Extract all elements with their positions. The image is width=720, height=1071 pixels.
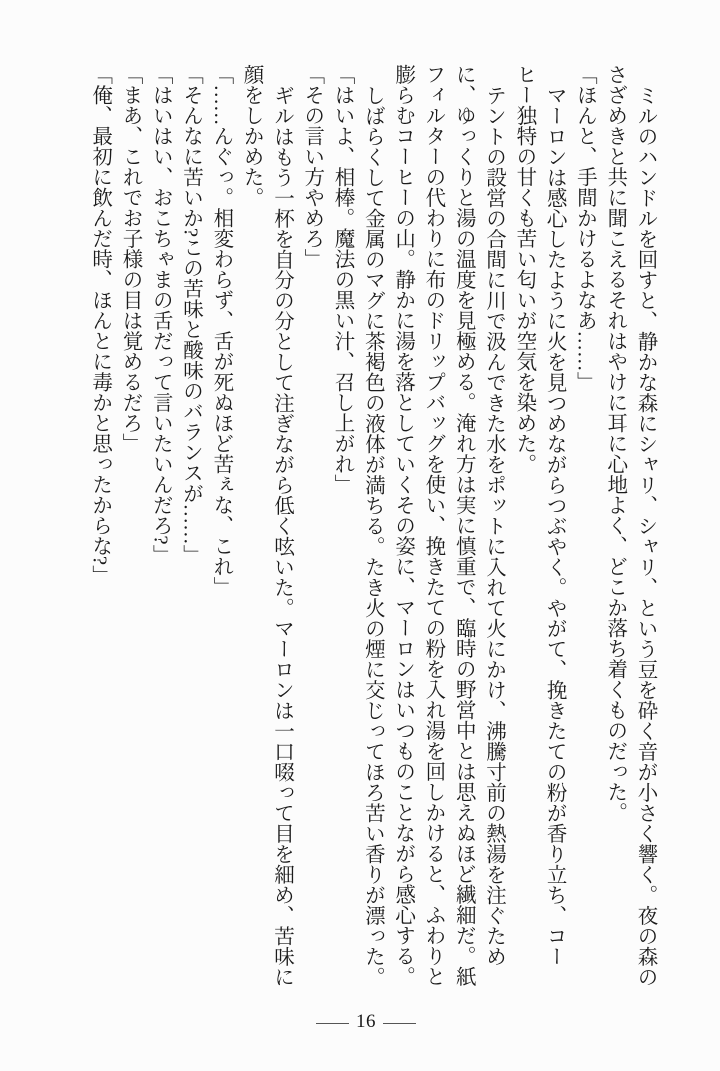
paragraph-dialogue: 「俺、最初に飲んだ時、ほんとに毒かと思ったからな?」 bbox=[88, 64, 111, 586]
paragraph-dialogue: 「ほんと、手間かけるよなあ……」 bbox=[573, 64, 596, 392]
paragraph-narration: ミルのハンドルを回すと、静かな森にシャリ、シャリ、という豆を砕く音が小さく響く。夜の森のさざめきと共に聞こえるそれはやけに耳に心地よく、どこか落ち着くものだった。 bbox=[603, 64, 656, 987]
paragraph-dialogue: 「まあ、これでお子様の目は覚めるだろ」 bbox=[118, 64, 141, 454]
paragraph-dialogue: 「……んぐっ。相変わらず、舌が死ぬほど苦ぇな、これ」 bbox=[209, 64, 232, 597]
paragraph-dialogue: 「はいはい、おこちゃまの舌だって言いたいんだろ?」 bbox=[149, 64, 172, 566]
paragraph-dialogue: 「はいよ、相棒。魔法の黒い汁、召し上がれ」 bbox=[331, 64, 354, 495]
page-number: 16 bbox=[356, 1011, 376, 1032]
paragraph-dialogue: 「その言い方やめろ」 bbox=[300, 64, 323, 269]
footer-rule-right bbox=[383, 1023, 416, 1024]
page-footer bbox=[6, 1011, 720, 1033]
paragraph-dialogue: 「そんなに苦いか?この苦味と酸味のバランスが……」 bbox=[179, 64, 202, 566]
paragraph-narration: テントの設営の合間に川で汲んできた水をポットに入れて火にかけ、沸騰寸前の熱湯を注ぐために、ゆっくりと湯の温度を見極める。淹れ方は実に慎重で、臨時の野営中とは思えぬほど繊細だ。紙フィルターの代わりに布のドリップバッグを使い、挽きたての粉を入れ湯を回しかけると、ふわりと膨らむコーヒーの山。静かに湯を落としていくその姿に、マーロンはいつものことながら感心する。 bbox=[391, 64, 505, 987]
paragraph-narration: ギルはもう一杯を自分の分として注ぎながら低く呟いた。マーロンは一口啜って目を細め、苦味に顔をしかめた。 bbox=[240, 64, 293, 987]
vertical-text-block bbox=[84, 64, 660, 989]
paragraph-narration: しばらくして金属のマグに茶褐色の液体が満ちる。たき火の煙に交じってほろ苦い香りが漂った。 bbox=[361, 84, 384, 987]
paragraph-narration: マーロンは感心したように火を見つめながらつぶやく。やがて、挽きたての粉が香り立ち、コーヒー独特の甘くも苦い匂いが空気を染めた。 bbox=[512, 64, 566, 966]
footer-rule-left bbox=[316, 1023, 349, 1024]
